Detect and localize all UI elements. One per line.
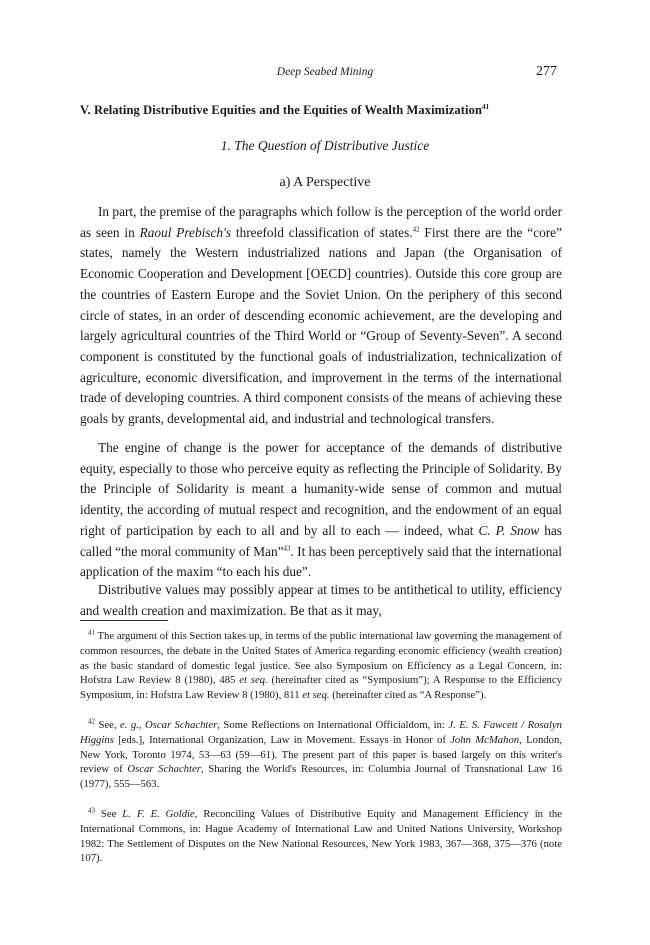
footnote-number: 41: [88, 628, 95, 637]
footnote-author: Oscar Schachter: [144, 719, 218, 731]
footnote-author: L. F. E. Goldie: [122, 808, 195, 820]
footnote-text: The argument of this Section takes up, in terms of the public international law governing the management of common resources, the debate in the United States of America regarding economic efficiency (wealth creation) as the basic standard of domestic legal justice. See also Symposium on Efficiency as a Legal Concern, in: Hofstra Law Review 8 (1980), 485: [80, 630, 562, 687]
footnote-text: , Some Reflections on International Officialdom, in:: [217, 719, 449, 731]
paragraph-2: [80, 438, 562, 583]
footnote-text: See: [95, 808, 123, 820]
footnote-author: John McMahon: [450, 733, 520, 746]
footnote-text: [eds.], International Organization, Law in Movement. Essays in Honor of: [113, 733, 451, 746]
p2-text-b: has called “the moral community of Man”: [80, 522, 562, 559]
footnote-43: [80, 807, 562, 866]
footnote-text: (hereinafter cited as “Symposium”); A Response to the Efficiency Symposium, in: Hofstra Law Review 8 (1980), 811: [80, 674, 562, 702]
page-number: 277: [536, 64, 557, 79]
subsubheading: a) A Perspective: [279, 175, 371, 190]
footnote-42: [80, 718, 562, 792]
footnote-text: ,: [138, 719, 145, 731]
footnote-text: , Sharing the World's Resources, in: Columbia Journal of Transnational Law 16 (1977), 555—563.: [80, 763, 563, 791]
footnote-text: (hereinafter cited as “A Response”).: [329, 689, 487, 702]
footnote-italic: e. g.: [119, 719, 139, 731]
footnote-author: Oscar Schachter: [127, 763, 201, 776]
footnote-italic: et seq.: [239, 674, 268, 687]
footnote-text: , Reconciling Values of Distributive Equity and Management Efficiency in the International Commons, in: Hague Academy of International Law and United Nations University, Workshop 1982: The Settlement of Disputes on the New National Resources, New York 1983, 367—368, 375—376 (note 107).: [80, 808, 562, 865]
footnote-ref-41: 41: [482, 102, 490, 111]
footnote-41: [80, 629, 562, 703]
footnote-text: , London, New York, Toronto 1974, 53—63 (59—61). The present part of this paper is based largely on this writer's review of: [80, 733, 563, 776]
p1-text-c: First there are the “core” states, namely the Western industrialized nations and Japan (the Organisation of Economic Cooperation and Development [OECD] countries). Outside this core group are the countries of Eastern Europe and the Soviet Union. On the periphery of this second circle of states, in an order of descending economic achievement, are the developing and largely agricultural countries of the Third World or “Group of Seventy-Seven”. A second component is constituted by the functional goals of industrialization, technicalization of agriculture, economic diversification, and improvement in the terms of the international trade of developing countries. A third component consists of the means of achieving these goals by grants, developmental aid, and industrial and technological transfers.: [80, 224, 562, 427]
p1-text-b: threefold classification of states.: [231, 224, 413, 240]
p2-text-a: The engine of change is the power for acceptance of the demands of distributive equity, especially to those who perceive equity as reflecting the Principle of Solidarity. By the Principle of Solidarity is meant a humanity-wide sense of common and mutual identity, the according of mutual respect and recognition, and the endowment of an equal right of participation by each to all and by all to each — indeed, what: [80, 440, 562, 538]
p1-text-a: In part, the premise of the paragraphs which follow is the perception of the world order as seen in: [80, 204, 562, 240]
section-heading-text: V. Relating Distributive Equities and the Equities of Wealth Maximization: [80, 103, 483, 117]
footnote-author: J. E. S. Fawcett / Rosalyn Higgins: [80, 719, 562, 746]
footnote-number: 43: [88, 806, 95, 815]
section-heading: [80, 103, 570, 118]
paragraph-1: [80, 202, 562, 430]
paragraph-3: Distributive values may possibly appear at times to be antithetical to utility, efficiency and wealth creation and maximization. Be that as it may,: [80, 582, 562, 618]
footnote-text: See,: [95, 719, 120, 731]
running-title: Deep Seabed Mining: [276, 66, 374, 78]
footnote-ref-42: 42: [412, 225, 420, 234]
p2-text-c: . It has been perceptively said that the international application of the maxim “to each his due”.: [80, 543, 562, 580]
p1-author-name: Raoul Prebisch's: [139, 224, 232, 240]
p2-author-name: C. P. Snow: [478, 522, 540, 538]
footnote-ref-43: 43: [283, 544, 291, 553]
footnote-divider: [80, 620, 168, 621]
footnote-italic: et seq.: [302, 689, 330, 702]
subheading: 1. The Question of Distributive Justice: [220, 138, 430, 153]
footnote-number: 42: [88, 717, 95, 726]
